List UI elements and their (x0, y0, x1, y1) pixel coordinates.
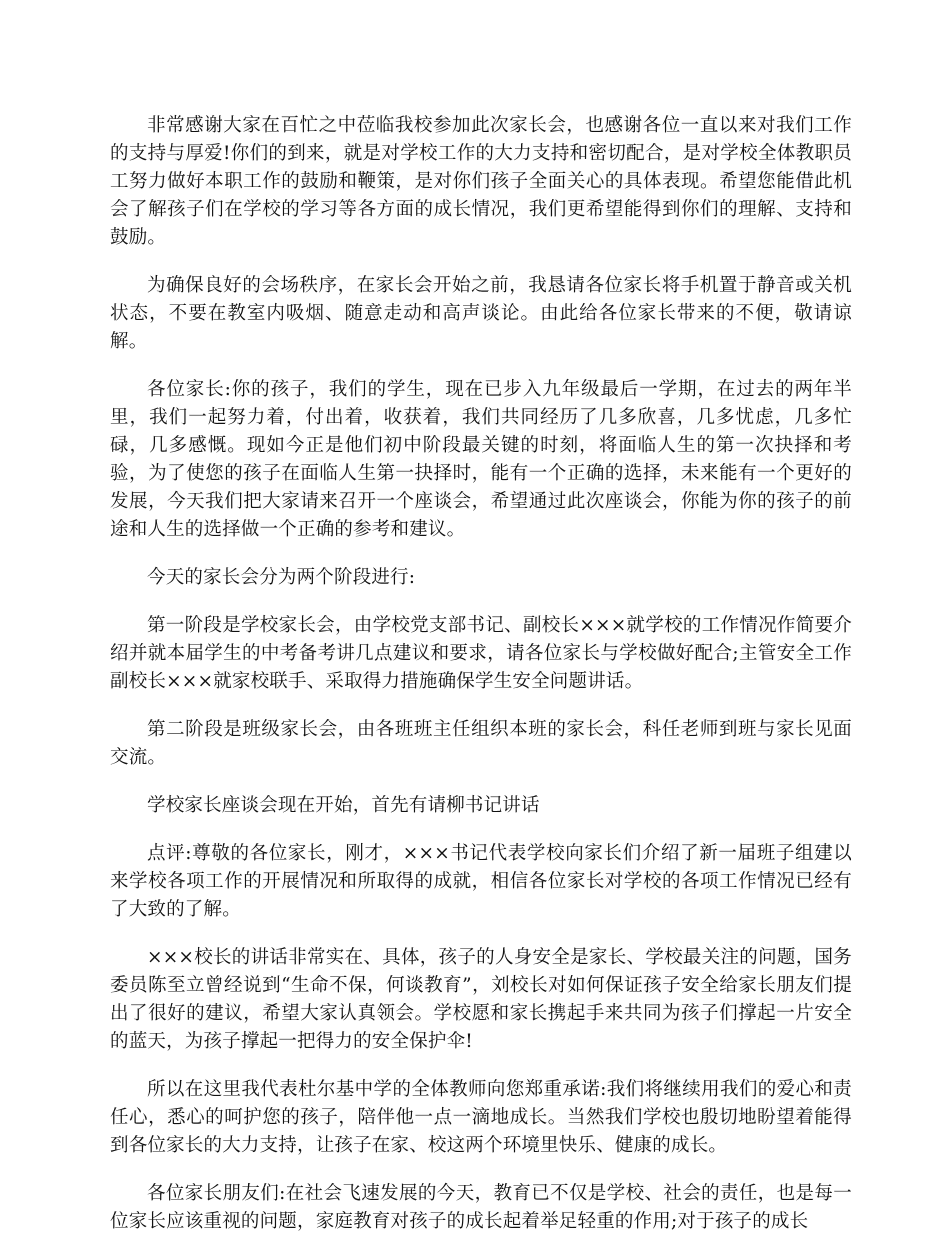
paragraph-comment: 点评:尊敬的各位家长，刚才，×××书记代表学校向家长们介绍了新一届班子组建以来学校各项工作的开展情况和所取得的成就，相信各位家长对学校的各项工作情况已经有了大致的了解。 (110, 843, 852, 920)
paragraph-meeting-start: 学校家长座谈会现在开始，首先有请柳书记讲话 (147, 795, 540, 816)
paragraph-two-stages: 今天的家长会分为两个阶段进行: (147, 567, 416, 588)
paragraph-promise: 所以在这里我代表杜尔基中学的全体教师向您郑重承诺:我们将继续用我们的爱心和责任心，悉心的呵护您的孩子，陪伴他一点一滴地成长。当然我们学校也殷切地盼望着能得到各位家长的大力支持，让孩子在家、校这两个环境里快乐、健康的成长。 (110, 1079, 852, 1156)
paragraph-welcome: 非常感谢大家在百忙之中莅临我校参加此次家长会，也感谢各位一直以来对我们工作的支持与厚爱!你们的到来，就是对学校工作的大力支持和密切配合，是对学校全体教职员工努力做好本职工作的鼓励和鞭策，是对你们孩子全面关心的具体表现。希望您能借此机会了解孩子们在学校的学习等各方面的成长情况，我们更希望能得到你们的理解、支持和鼓励。 (110, 115, 852, 248)
document-body (110, 112, 852, 1256)
paragraph-stage-one: 第一阶段是学校家长会，由学校党支部书记、副校长×××就学校的工作情况作简要介绍并就本届学生的中考备考讲几点建议和要求，请各位家长与学校做好配合;主管安全工作副校长×××就家校联手、采取得力措施确保学生安全问题讲话。 (110, 615, 852, 692)
paragraph-family-education: 各位家长朋友们:在社会飞速发展的今天，教育已不仅是学校、社会的责任，也是每一位家长应该重视的问题，家庭教育对孩子的成长起着举足轻重的作用;对于孩子的成长 (110, 1183, 852, 1232)
paragraph-parents-intro: 各位家长:你的孩子，我们的学生，现在已步入九年级最后一学期，在过去的两年半里，我们一起努力着，付出着，收获着，我们共同经历了几多欣喜，几多忧虑，几多忙碌，几多感慨。现如今正是他们初中阶段最关键的时刻，将面临人生的第一次抉择和考验，为了使您的孩子在面临人生第一抉择时，能有一个正确的选择，未来能有一个更好的发展，今天我们把大家请来召开一个座谈会，希望通过此次座谈会，你能为你的孩子的前途和人生的选择做一个正确的参考和建议。 (110, 379, 852, 540)
paragraph-safety: ×××校长的讲话非常实在、具体，孩子的人身安全是家长、学校最关注的问题，国务委员陈至立曾经说到“生命不保，何谈教育”，刘校长对如何保证孩子安全给家长朋友们提出了很好的建议，希望大家认真领会。学校愿和家长携起手来共同为孩子们撑起一片安全的蓝天，为孩子撑起一把得力的安全保护伞! (110, 947, 852, 1052)
paragraph-stage-two: 第二阶段是班级家长会，由各班班主任组织本班的家长会，科任老师到班与家长见面交流。 (110, 719, 852, 768)
paragraph-order: 为确保良好的会场秩序，在家长会开始之前，我恳请各位家长将手机置于静音或关机状态，不要在教室内吸烟、随意走动和高声谈论。由此给各位家长带来的不便，敬请谅解。 (110, 275, 852, 352)
